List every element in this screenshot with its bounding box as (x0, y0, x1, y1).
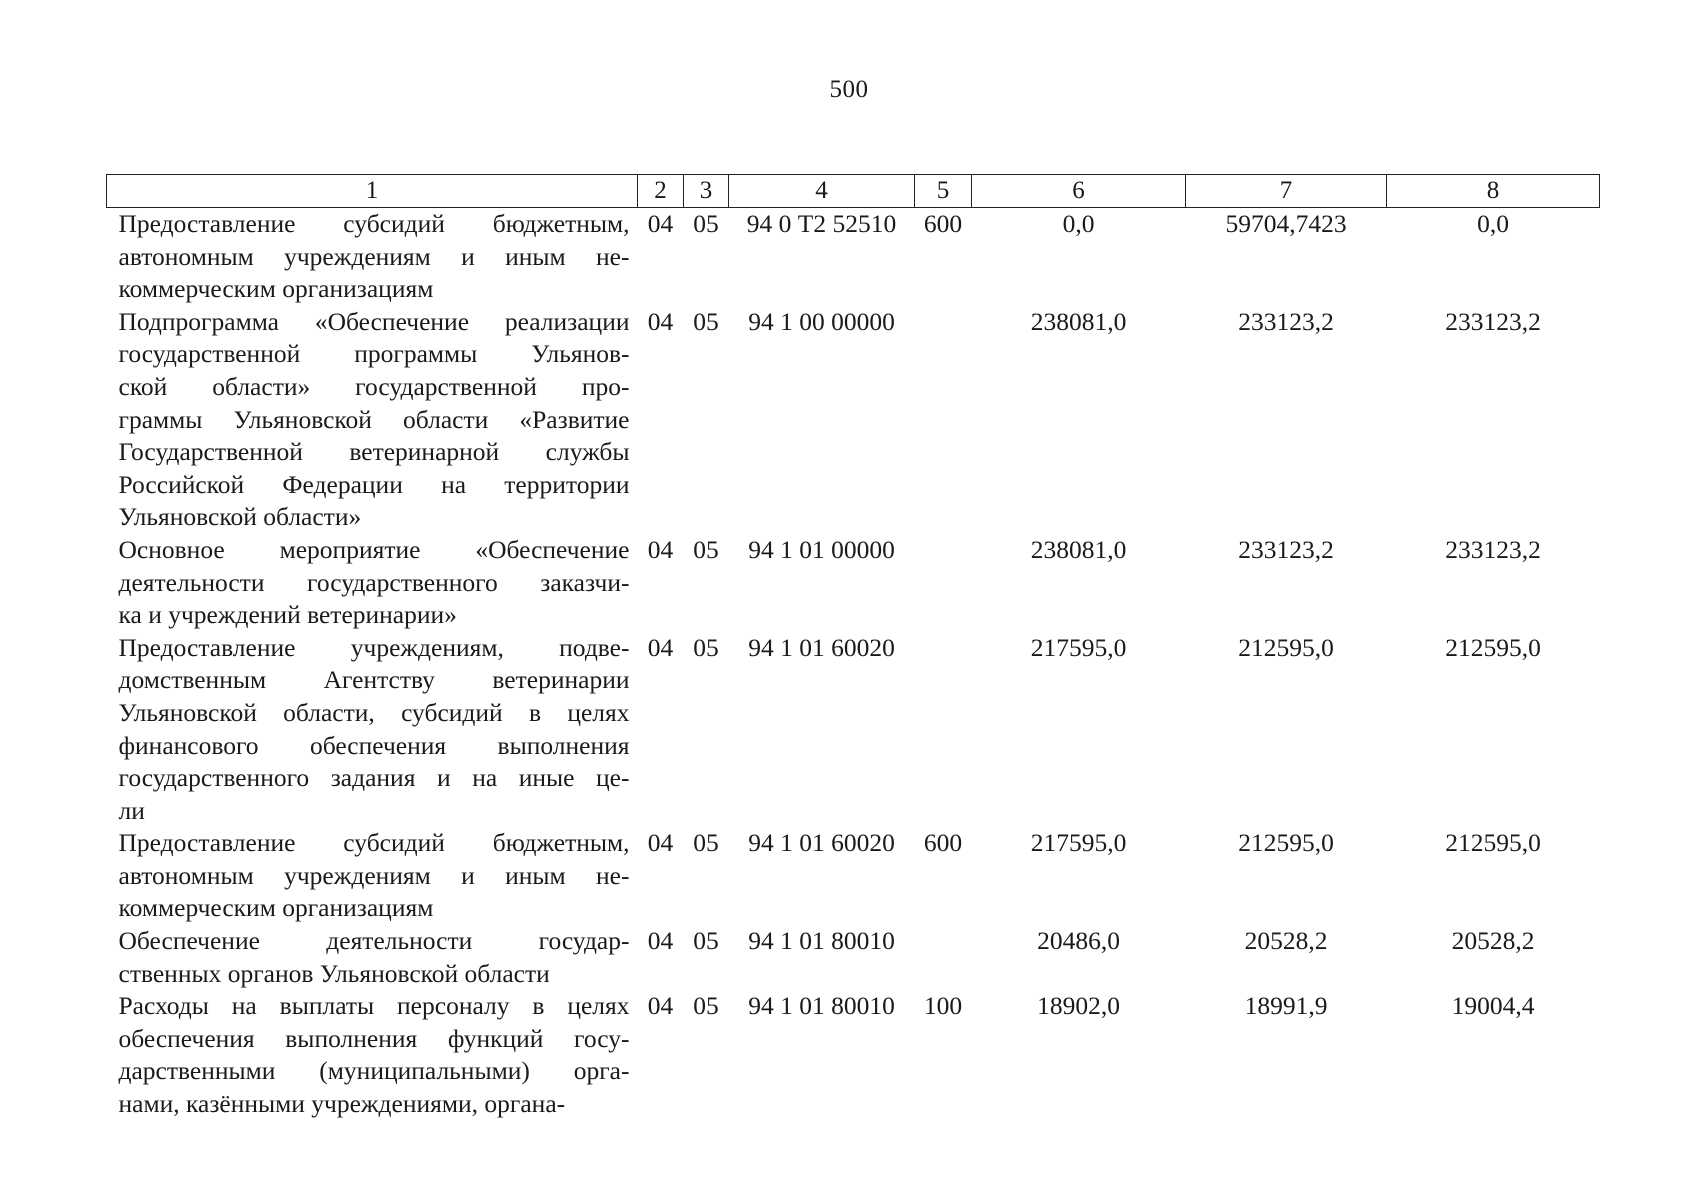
description-line: финансового обеспечения выполнения (118, 730, 630, 760)
amount-col-8: 20528,2 (1451, 926, 1535, 956)
description-line: государственного задания и на иные це- (118, 763, 630, 793)
page-number: 500 (829, 76, 869, 103)
description-line: Расходы на выплаты персоналу в целях (118, 991, 630, 1021)
section-code: 04 (647, 828, 674, 858)
expense-type-code (915, 925, 972, 990)
description-line: Предоставление субсидий бюджетным, (118, 209, 630, 238)
amount-col-8: 233123,2 (1445, 534, 1541, 564)
description-line: государственной программы Ульянов- (118, 339, 630, 369)
table-row (107, 208, 1600, 306)
amount-col-7: 18991,9 (1244, 991, 1328, 1021)
subsection-code: 05 (693, 534, 719, 564)
description-line: Предоставление учреждениям, подве- (118, 632, 630, 662)
row-description (107, 208, 638, 306)
description-line: граммы Ульяновской области «Развитие (118, 404, 630, 434)
amount-col-6: 20486,0 (1037, 926, 1120, 956)
description-line: ской области» государственной про- (118, 371, 630, 401)
description-line: ственных органов Ульяновской области (118, 958, 550, 988)
target-article-code: 94 1 01 60020 (748, 632, 895, 662)
subsection-code: 05 (693, 632, 719, 662)
amount-col-8: 212595,0 (1445, 828, 1541, 858)
description-line: ли (118, 795, 145, 825)
amount-col-7: 233123,2 (1238, 306, 1334, 336)
header-col-6: 6 (972, 175, 1186, 208)
header-col-2: 2 (638, 175, 684, 208)
amount-col-6: 18902,0 (1037, 991, 1120, 1021)
amount-col-7: 212595,0 (1238, 828, 1334, 858)
amount-col-8: 233123,2 (1445, 306, 1541, 336)
header-col-4: 4 (729, 175, 915, 208)
header-col-1: 1 (107, 175, 638, 208)
description-line: Подпрограмма «Обеспечение реализации (118, 306, 630, 336)
description-line: Предоставление субсидий бюджетным, (118, 828, 630, 858)
amount-col-6: 217595,0 (1030, 828, 1127, 858)
target-article-code: 94 1 00 00000 (748, 306, 895, 336)
amount-col-7: 59704,7423 (1225, 209, 1347, 238)
expense-type-code (915, 534, 972, 632)
amount-col-8: 19004,4 (1451, 991, 1535, 1021)
table-row (107, 990, 1600, 1120)
expense-type-code: 600 (923, 828, 963, 858)
header-col-8: 8 (1387, 175, 1600, 208)
amount-col-6: 238081,0 (1030, 306, 1127, 336)
amount-col-7: 20528,2 (1244, 926, 1328, 956)
budget-table (106, 174, 1600, 1121)
table-body (107, 208, 1600, 1121)
subsection-code: 05 (693, 828, 719, 858)
row-description (107, 990, 638, 1120)
subsection-code: 05 (693, 926, 719, 956)
description-line: дарственными (муниципальными) орга- (118, 1056, 630, 1086)
target-article-code: 94 1 01 80010 (748, 991, 895, 1021)
subsection-code: 05 (693, 306, 719, 336)
description-line: Основное мероприятие «Обеспечение (118, 534, 630, 564)
target-article-code: 94 0 Т2 52510 (746, 209, 897, 238)
header-col-5: 5 (915, 175, 972, 208)
row-description (107, 306, 638, 534)
description-line: Российской Федерации на территории (118, 469, 630, 499)
description-line: деятельности государственного заказчи- (118, 567, 630, 597)
section-code: 04 (647, 926, 674, 956)
target-article-code: 94 1 01 60020 (748, 828, 895, 858)
expense-type-code (915, 632, 972, 828)
section-code: 04 (647, 991, 674, 1021)
description-line: обеспечения выполнения функций госу- (118, 1023, 630, 1053)
description-line: Государственной ветеринарной службы (118, 437, 630, 467)
subsection-code: 05 (693, 991, 719, 1021)
expense-type-code: 600 (923, 209, 963, 238)
amount-col-8: 212595,0 (1445, 632, 1541, 662)
table-row (107, 534, 1600, 632)
table-row (107, 632, 1600, 828)
table-row (107, 827, 1600, 925)
table-row (107, 925, 1600, 990)
description-line: коммерческим организациям (118, 893, 434, 923)
table-row (107, 306, 1600, 534)
description-line: ка и учреждений ветеринарии» (118, 600, 457, 630)
description-line: Ульяновской области, субсидий в целях (118, 697, 630, 727)
table-header (107, 175, 1600, 208)
amount-col-6: 238081,0 (1030, 534, 1127, 564)
row-description (107, 827, 638, 925)
amount-col-6: 0,0 (1062, 209, 1095, 238)
section-code: 04 (647, 534, 674, 564)
description-line: Ульяновской области» (118, 502, 362, 532)
row-description (107, 534, 638, 632)
description-line: автономным учреждениям и иным не- (118, 860, 630, 890)
amount-col-7: 233123,2 (1238, 534, 1334, 564)
description-line: домственным Агентству ветеринарии (118, 665, 630, 695)
description-line: Обеспечение деятельности государ- (118, 926, 630, 956)
section-code: 04 (647, 209, 674, 238)
row-description (107, 925, 638, 990)
section-code: 04 (647, 306, 674, 336)
amount-col-6: 217595,0 (1030, 632, 1127, 662)
row-description (107, 632, 638, 828)
subsection-code: 05 (693, 209, 719, 238)
description-line: нами, казёнными учреждениями, органа- (118, 1089, 566, 1119)
header-row (107, 175, 1600, 208)
header-col-3: 3 (684, 175, 729, 208)
header-col-7: 7 (1186, 175, 1387, 208)
expense-type-code (915, 306, 972, 534)
target-article-code: 94 1 01 00000 (748, 534, 895, 564)
amount-col-8: 0,0 (1477, 209, 1509, 238)
expense-type-code: 100 (923, 991, 963, 1021)
description-line: коммерческим организациям (118, 274, 434, 304)
amount-col-7: 212595,0 (1238, 632, 1334, 662)
section-code: 04 (647, 632, 674, 662)
target-article-code: 94 1 01 80010 (748, 926, 895, 956)
description-line: автономным учреждениям и иным не- (118, 241, 630, 271)
